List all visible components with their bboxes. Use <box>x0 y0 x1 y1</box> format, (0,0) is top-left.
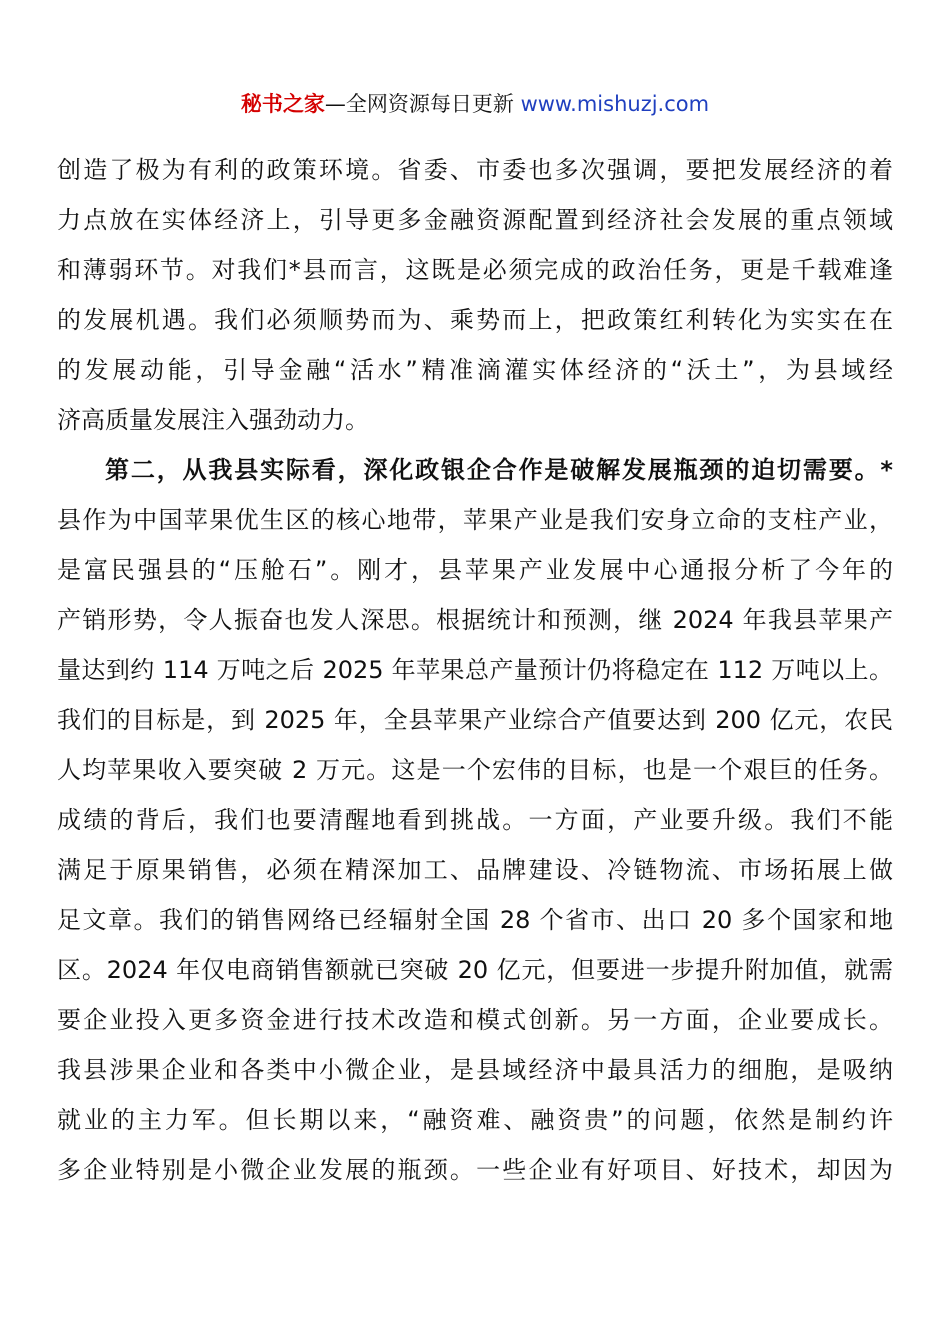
text-line: 是富民强县的“压舱石”。刚才，县苹果产业发展中心通报分析了今年的 <box>57 556 893 584</box>
site-url-link[interactable]: www.mishuzj.com <box>520 92 710 116</box>
text-line: 人均苹果收入要突破 2 万元。这是一个宏伟的目标，也是一个艰巨的任务。 <box>57 756 893 784</box>
text-line: 要企业投入更多资金进行技术改造和模式创新。另一方面，企业要成长。 <box>57 1006 893 1034</box>
text-line: 区。2024 年仅电商销售额就已突破 20 亿元，但要进一步提升附加值，就需 <box>57 956 893 984</box>
site-brand: 秘书之家 <box>240 92 325 116</box>
text-line: 的发展动能，引导金融“活水”精准滴灌实体经济的“沃土”，为县域经 <box>57 356 893 384</box>
text-line: 县作为中国苹果优生区的核心地带，苹果产业是我们安身立命的支柱产业， <box>57 506 893 534</box>
section-heading-line <box>57 450 893 500</box>
text-line: 量达到约 114 万吨之后 2025 年苹果总产量预计仍将稳定在 112 万吨以上。 <box>57 656 893 684</box>
text-line: 的发展机遇。我们必须顺势而为、乘势而上，把政策红利转化为实实在在 <box>57 306 893 334</box>
text-line: 产销形势，令人振奋也发人深思。根据统计和预测，继 2024 年我县苹果产 <box>57 606 893 634</box>
site-tagline: —全网资源每日更新 <box>324 92 521 116</box>
text-line: 多企业特别是小微企业发展的瓶颈。一些企业有好项目、好技术，却因为 <box>57 1156 893 1184</box>
text-line: 和薄弱环节。对我们*县而言，这既是必须完成的政治任务，更是千载难逢 <box>57 256 893 284</box>
text-line: 济高质量发展注入强劲动力。 <box>57 406 369 434</box>
text-line: 满足于原果销售，必须在精深加工、品牌建设、冷链物流、市场拓展上做 <box>57 856 893 884</box>
text-line: 力点放在实体经济上，引导更多金融资源配置到经济社会发展的重点领域 <box>57 206 893 234</box>
text-line: 我们的目标是，到 2025 年，全县苹果产业综合产值要达到 200 亿元，农民 <box>57 706 893 734</box>
site-header <box>0 88 950 120</box>
text-line: 成绩的背后，我们也要清醒地看到挑战。一方面，产业要升级。我们不能 <box>57 806 893 834</box>
text-line: 创造了极为有利的政策环境。省委、市委也多次强调，要把发展经济的着 <box>57 156 893 184</box>
text-line: 我县涉果企业和各类中小微企业，是县域经济中最具活力的细胞，是吸纳 <box>57 1056 893 1084</box>
section-heading: 第二，从我县实际看，深化政银企合作是破解发展瓶颈的迫切需要。* <box>105 456 893 484</box>
text-line: 就业的主力军。但长期以来，“融资难、融资贵”的问题，依然是制约许 <box>57 1106 893 1134</box>
text-line: 足文章。我们的销售网络已经辐射全国 28 个省市、出口 20 多个国家和地 <box>57 906 893 934</box>
document-body <box>57 150 893 1200</box>
